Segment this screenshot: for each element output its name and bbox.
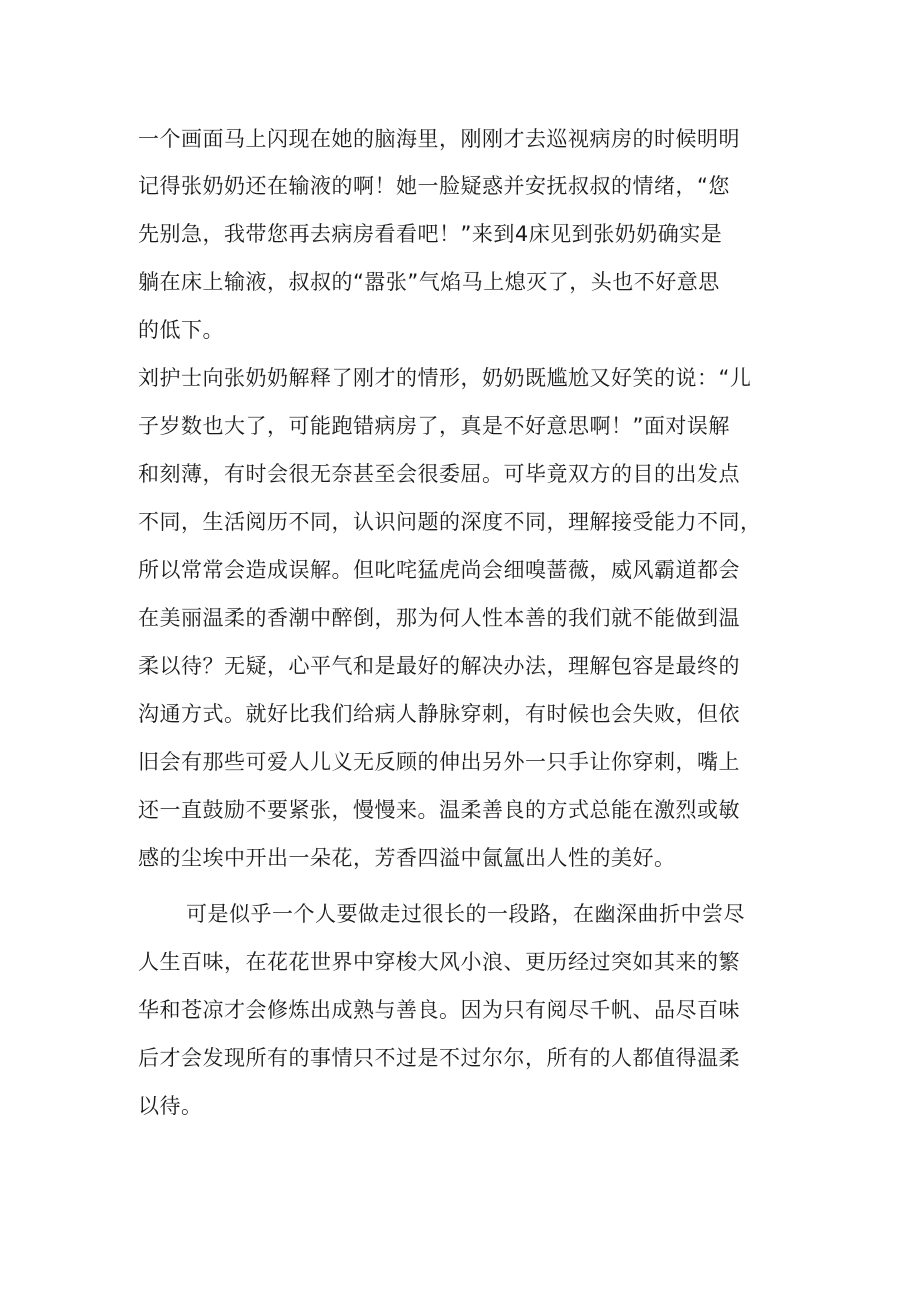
text-line: 在美丽温柔的香潮中醉倒，那为何人性本善的我们就不能做到温 (138, 606, 740, 630)
text-line: 一个画面马上闪现在她的脑海里，刚刚才去巡视病房的时候明明 (138, 127, 740, 151)
text-line: 柔以待？无疑，心平气和是最好的解决办法，理解包容是最终的 (138, 654, 740, 678)
text-line: 沟通方式。就好比我们给病人静脉穿刺，有时候也会失败，但依 (138, 702, 740, 726)
text-line: 躺在床上输液，叔叔的“嚣张”气焰马上熄灭了，头也不好意思 (138, 270, 720, 294)
text-line: 记得张奶奶还在输液的啊！她一脸疑惑并安抚叔叔的情绪，“您 (138, 174, 730, 198)
text-line: 子岁数也大了，可能跑错病房了，真是不好意思啊！”面对误解 (138, 414, 730, 438)
text-line: 人生百味，在花花世界中穿梭大风小浪、更历经过突如其来的繁 (138, 950, 740, 974)
text-line: 的低下。 (138, 318, 224, 342)
text-line: 可是似乎一个人要做走过很长的一段路，在幽深曲折中尝尽 (186, 902, 745, 926)
text-line: 先别急，我带您再去病房看看吧！”来到4床见到张奶奶确实是 (138, 222, 723, 246)
text-line: 和刻薄，有时会很无奈甚至会很委屈。可毕竟双方的目的出发点 (138, 462, 740, 486)
text-line: 华和苍凉才会修炼出成熟与善良。因为只有阅尽千帆、品尽百味 (138, 998, 740, 1022)
text-line: 后才会发现所有的事情只不过是不过尔尔，所有的人都值得温柔 (138, 1046, 740, 1070)
text-line: 以待。 (138, 1094, 203, 1118)
text-line: 旧会有那些可爱人儿义无反顾的伸出另外一只手让你穿刺，嘴上 (138, 750, 740, 774)
text-line: 还一直鼓励不要紧张，慢慢来。温柔善良的方式总能在激烈或敏 (138, 798, 740, 822)
text-line: 不同，生活阅历不同，认识问题的深度不同，理解接受能力不同， (138, 510, 762, 534)
text-line: 刘护士向张奶奶解释了刚才的情形，奶奶既尴尬又好笑的说：“儿 (138, 366, 752, 390)
text-line: 所以常常会造成误解。但叱咤猛虎尚会细嗅蔷薇，威风霸道都会 (138, 558, 740, 582)
text-line: 感的尘埃中开出一朵花，芳香四溢中氤氲出人性的美好。 (138, 846, 676, 870)
